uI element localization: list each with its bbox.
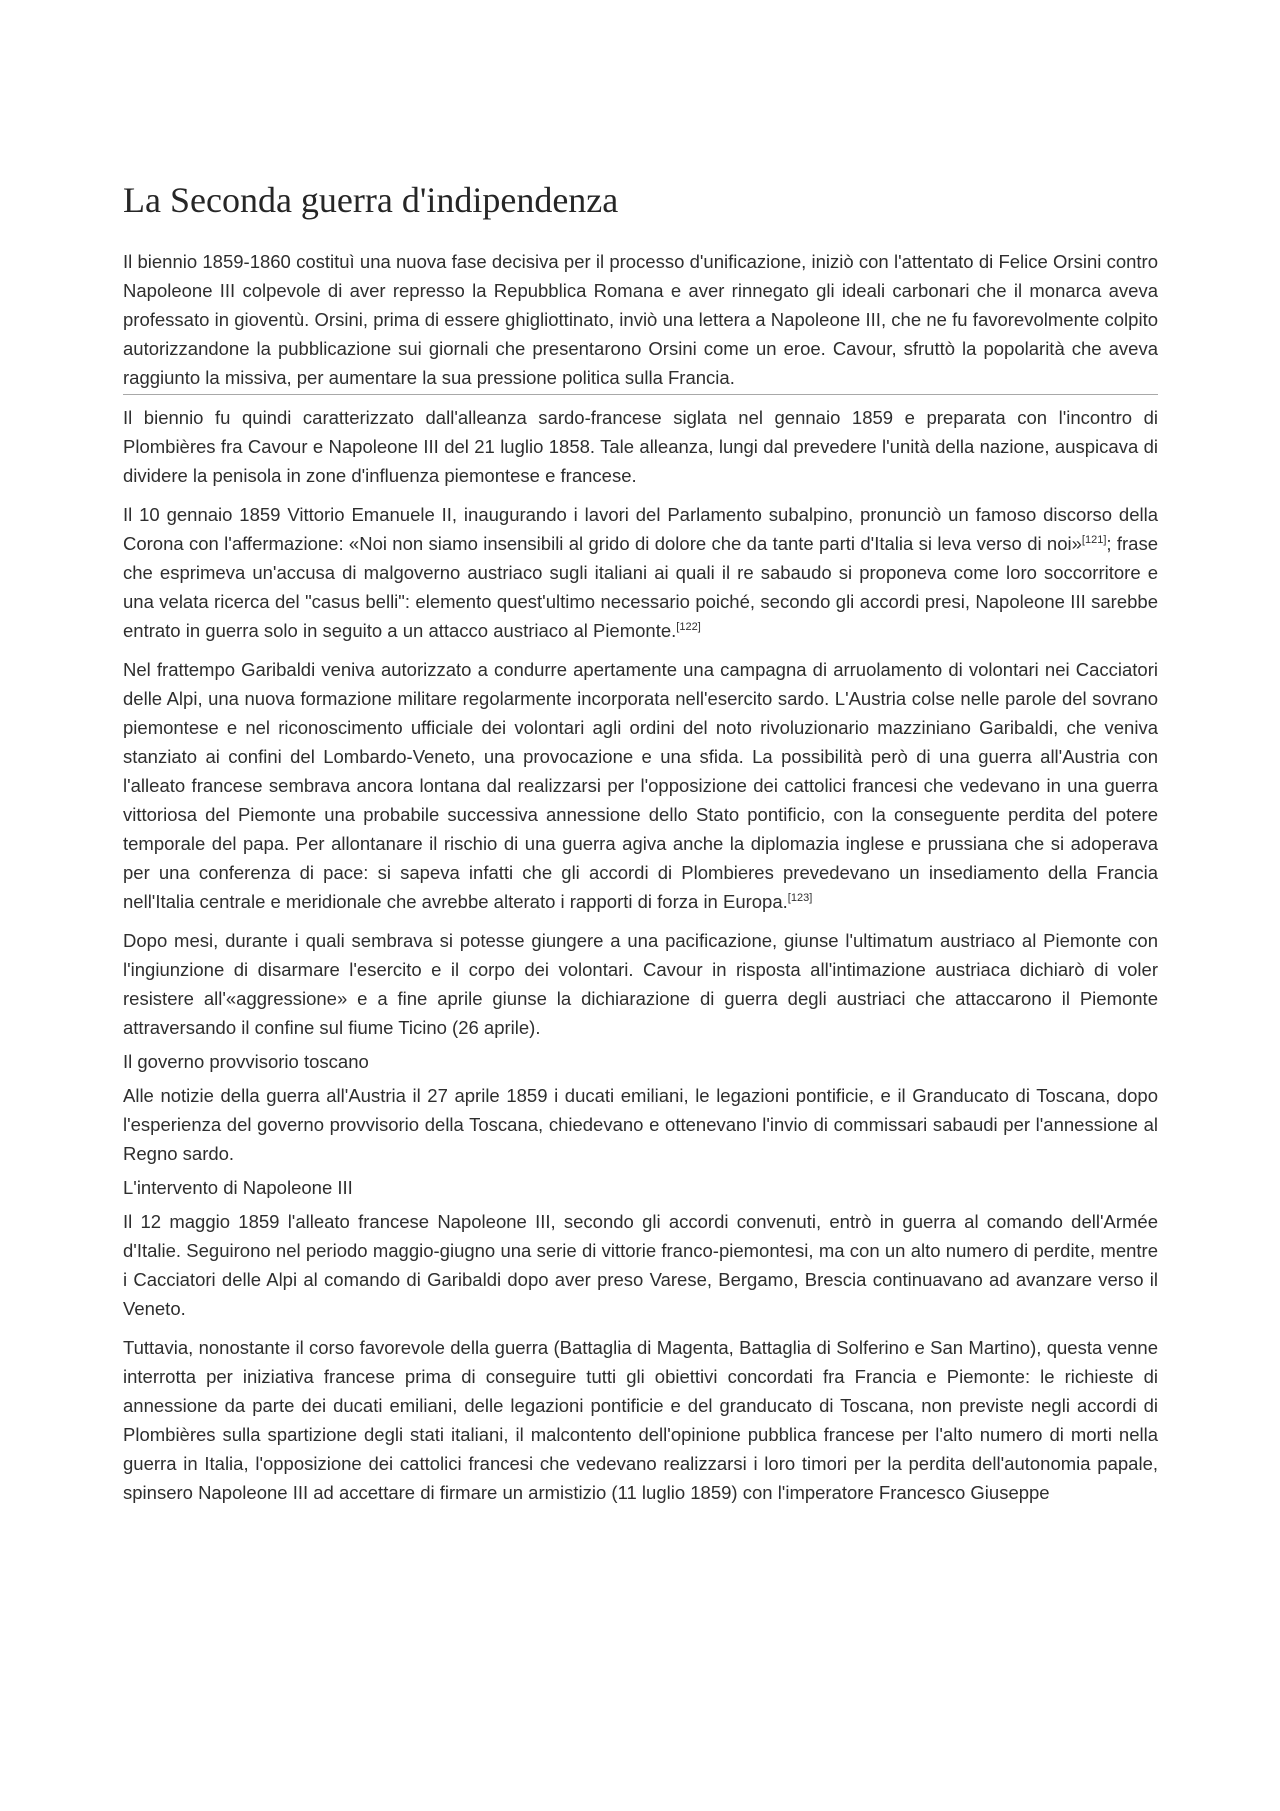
paragraph-text: Il 10 gennaio 1859 Vittorio Emanuele II, inaugurando i lavori del Parlamento subalpino, pronunciò un famoso discorso della Corona con l'affermazione: «Noi non siamo insensibili al grido di dolore che da tante parti d'Italia si leva verso di noi» <box>123 504 1158 554</box>
paragraph-annessione: Alle notizie della guerra all'Austria il 27 aprile 1859 i ducati emiliani, le legazioni pontificie, e il Granducato di Toscana, dopo l'esperienza del governo provvisorio della Toscana, chiedevano e ottenevano l'invio di commissari sabaudi per l'annessione al Regno sardo. <box>123 1085 1158 1164</box>
page-title: La Seconda guerra d'indipendenza <box>123 180 619 220</box>
footnote-ref[interactable]: [121] <box>1081 533 1107 546</box>
paragraph-orsini: Il biennio 1859-1860 costituì una nuova fase decisiva per il processo d'unificazione, iniziò con l'attentato di Felice Orsini contro Napoleone III colpevole di aver represso la Repubblica Romana e aver rinnegato gli ideali carbonari che il monarca aveva professato in gioventù. Orsini, prima di essere ghigliottinato, inviò una lettera a Napoleone III, che ne fu favorevolmente colpito autorizzandone la pubblicazione sui giornali che presentarono Orsini come un eroe. Cavour, sfruttò la popolarità che aveva raggiunto la missiva, per aumentare la sua pressione politica sulla Francia. <box>123 247 1158 395</box>
subheading-intervento-napoleone: L'intervento di Napoleone III <box>123 1177 353 1198</box>
paragraph-armee-italie: Il 12 maggio 1859 l'alleato francese Napoleone III, secondo gli accordi convenuti, entrò in guerra al comando dell'Armée d'Italie. Seguirono nel periodo maggio-giugno una serie di vittorie franco-piemontesi, ma con un alto numero di perdite, mentre i Cacciatori delle Alpi al comando di Garibaldi dopo aver preso Varese, Bergamo, Brescia continuavano ad avanzare verso il Veneto. <box>123 1211 1158 1319</box>
paragraph-discorso-corona <box>123 500 1158 645</box>
paragraph-text: Nel frattempo Garibaldi veniva autorizzato a condurre apertamente una campagna di arruolamento di volontari nei Cacciatori delle Alpi, una nuova formazione militare regolarmente incorporata nell'esercito sardo. L'Austria colse nelle parole del sovrano piemontese e nel riconoscimento ufficiale dei volontari agli ordini del noto rivoluzionario mazziniano Garibaldi, che veniva stanziato ai confini del Lombardo-Veneto, una provocazione e una sfida. La possibilità però di una guerra all'Austria con l'alleato francese sembrava ancora lontana dal realizzarsi per l'opposizione dei cattolici francesi che vedevano in una guerra vittoriosa del Piemonte una probabile successiva annessione dello Stato pontificio, con la conseguente perdita del potere temporale del papa. Per allontanare il rischio di una guerra agiva anche la diplomazia inglese e prussiana che si adoperava per una conferenza di pace: si sapeva infatti che gli accordi di Plombieres prevedevano un insediamento della Francia nell'Italia centrale e meridionale che avrebbe alterato i rapporti di forza in Europa. <box>123 659 1158 912</box>
paragraph-text: ; frase che esprimeva un'accusa di malgoverno austriaco sugli italiani ai quali il re sabaudo si proponeva come loro soccorritore e una velata ricerca del "casus belli": elemento quest'ultimo necessario poiché, secondo gli accordi presi, Napoleone III sarebbe entrato in guerra solo in seguito a un attacco austriaco al Piemonte. <box>123 533 1158 641</box>
subheading-governo-provvisorio: Il governo provvisorio toscano <box>123 1051 369 1072</box>
footnote-ref[interactable]: [123] <box>787 891 813 904</box>
paragraph-armistizio: Tuttavia, nonostante il corso favorevole della guerra (Battaglia di Magenta, Battaglia di Solferino e San Martino), questa venne interrotta per iniziativa francese prima di conseguire tutti gli obiettivi concordati fra Francia e Piemonte: le richieste di annessione da parte dei ducati emiliani, delle legazioni pontificie e del granducato di Toscana, non previste negli accordi di Plombières sulla spartizione degli stati italiani, il malcontento dell'opinione pubblica francese per l'alto numero di morti nella guerra in Italia, l'opposizione dei cattolici francesi che vedevano realizzarsi i loro timori per la perdita dell'autonomia papale, spinsero Napoleone III ad accettare di firmare un armistizio (11 luglio 1859) con l'imperatore Francesco Giuseppe <box>123 1337 1158 1503</box>
paragraph-garibaldi <box>123 655 1158 916</box>
document-body <box>123 247 1158 1517</box>
footnote-ref[interactable]: [122] <box>676 620 701 633</box>
paragraph-ultimatum: Dopo mesi, durante i quali sembrava si potesse giungere a una pacificazione, giunse l'ultimatum austriaco al Piemonte con l'ingiunzione di disarmare l'esercito e il corpo dei volontari. Cavour in risposta all'intimazione austriaca dichiarò di voler resistere all'«aggressione» e a fine aprile giunse la dichiarazione di guerra degli austriaci che attaccarono il Piemonte attraversando il confine sul fiume Ticino (26 aprile). <box>123 930 1158 1038</box>
paragraph-alleanza: Il biennio fu quindi caratterizzato dall'alleanza sardo-francese siglata nel gennaio 1859 e preparata con l'incontro di Plombières fra Cavour e Napoleone III del 21 luglio 1858. Tale alleanza, lungi dal prevedere l'unità della nazione, auspicava di dividere la penisola in zone d'influenza piemontese e francese. <box>123 407 1158 486</box>
